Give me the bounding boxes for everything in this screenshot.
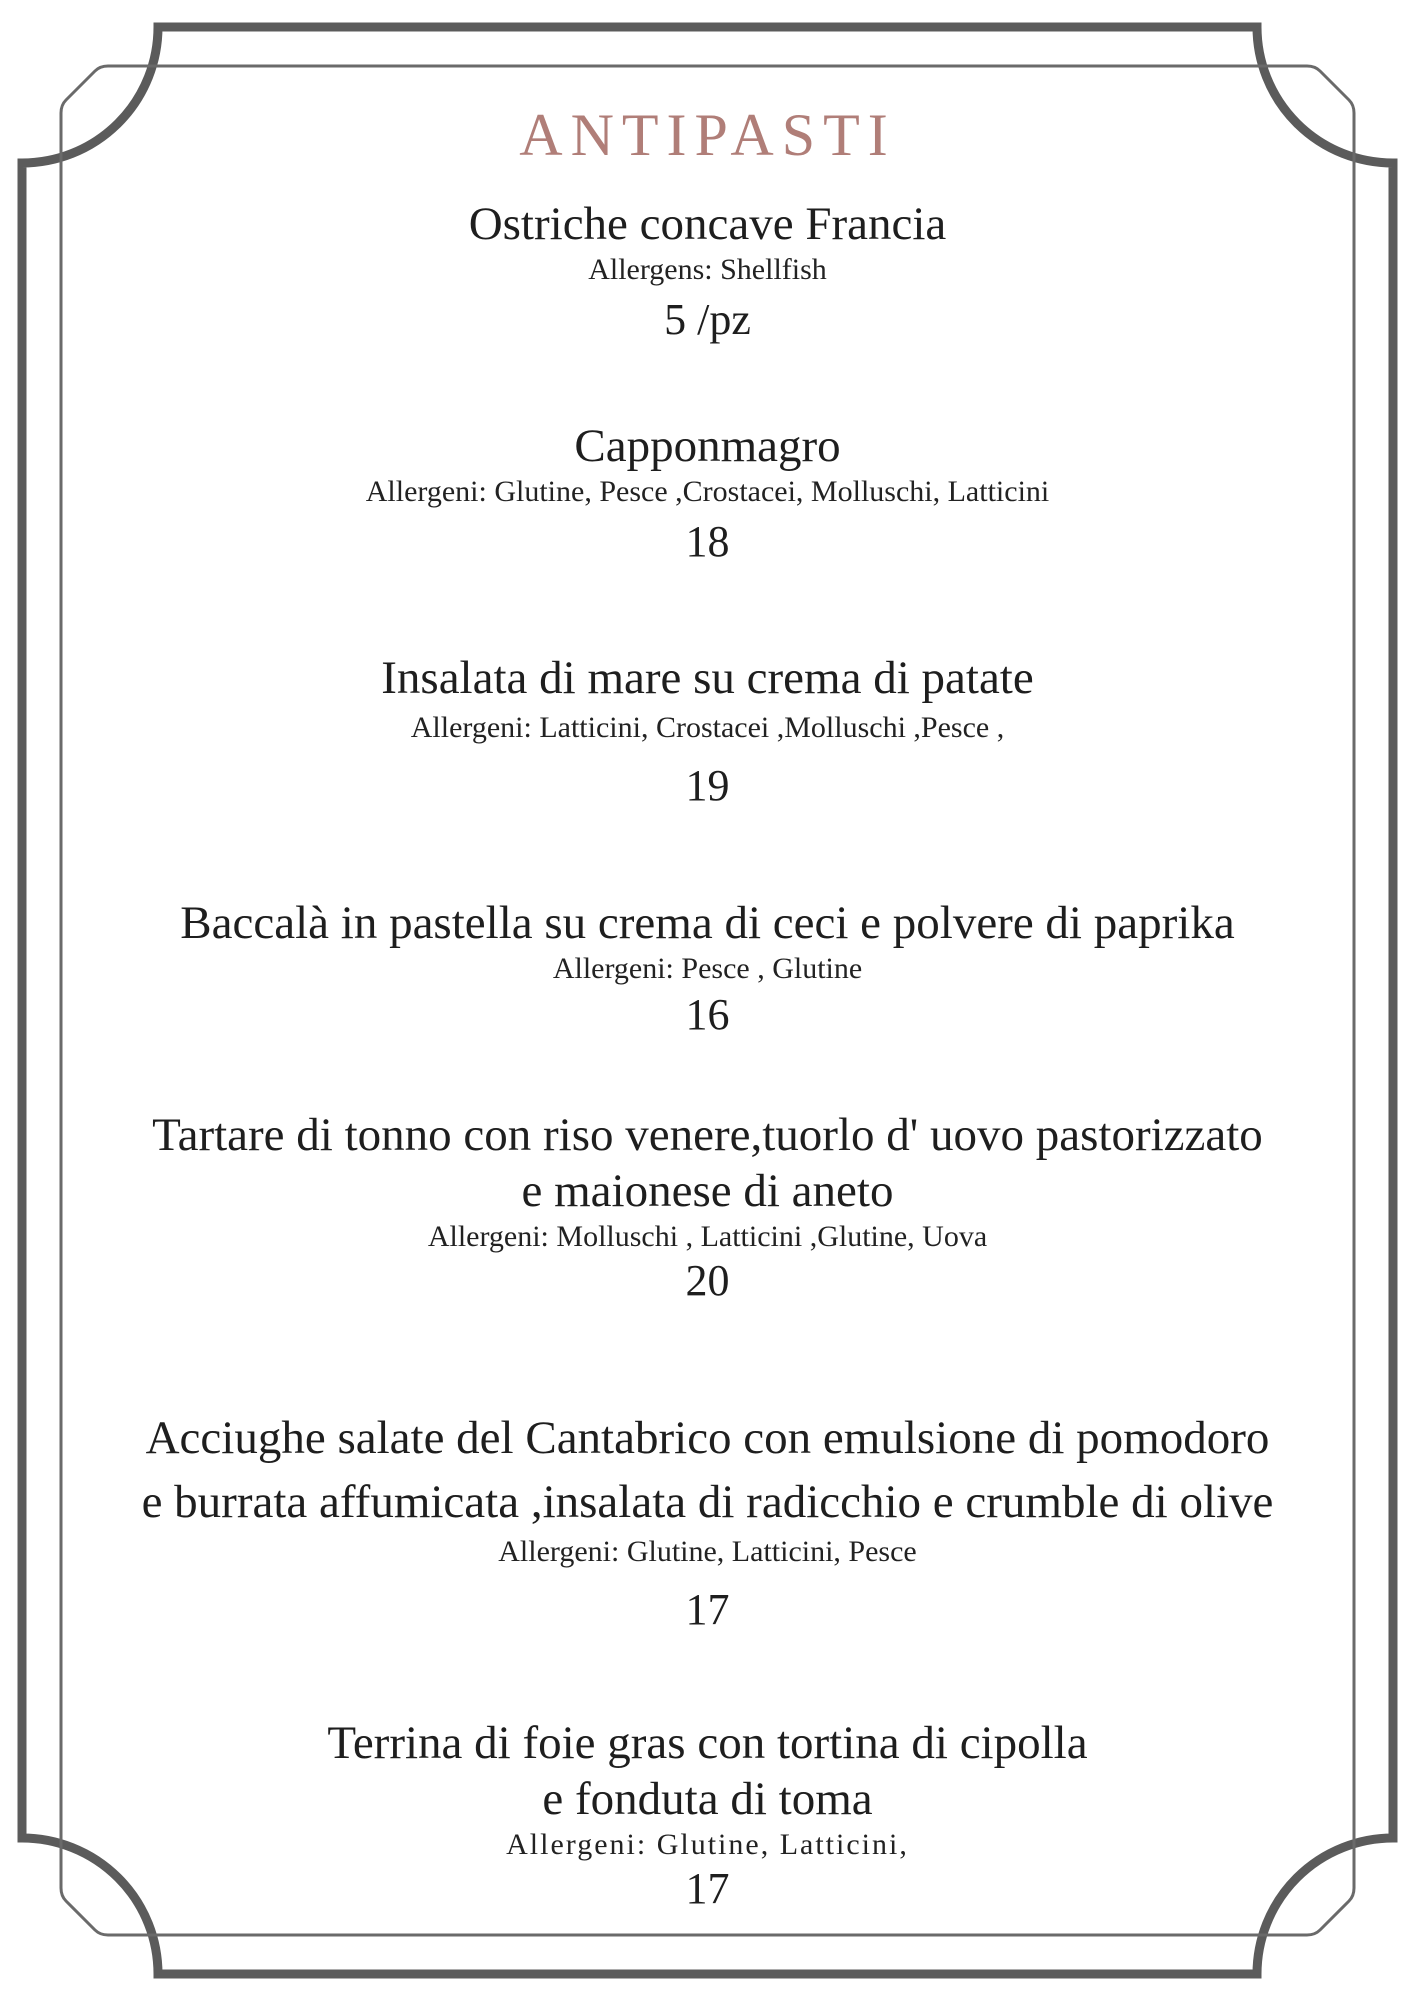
allergens-text: Allergeni: Latticini, Crostacei ,Molluschi ,Pesce , (410, 711, 1005, 744)
dish-name-line-2: e fonduta di toma (542, 1773, 873, 1825)
allergens-text: Allergeni: Glutine, Latticini, (506, 1828, 909, 1861)
allergens-text: Allergeni: Molluschi , Latticini ,Glutine, Uova (427, 1220, 988, 1253)
allergens-text: Allergeni: Glutine, Latticini, Pesce (498, 1535, 917, 1568)
allergens-text: Allergens: Shellfish (588, 253, 827, 286)
menu-item (60, 418, 1355, 568)
menu-item (60, 196, 1355, 346)
allergens-text: Allergeni: Pesce , Glutine (552, 952, 863, 985)
dish-name-line-1: Terrina di foie gras con tortina di cipolla (327, 1717, 1088, 1769)
menu-item (60, 1715, 1355, 1915)
dish-price: 19 (685, 761, 730, 810)
dish-name-line-2: e burrata affumicata ,insalata di radicchio e crumble di olive (141, 1476, 1274, 1528)
menu-item (60, 895, 1355, 1041)
dish-price: 18 (685, 517, 730, 566)
dish-name-line-1: Tartare di tonno con riso venere,tuorlo d' uovo pastorizzato (152, 1109, 1263, 1161)
dish-name: Baccalà in pastella su crema di ceci e polvere di paprika (180, 897, 1235, 949)
dish-price: 17 (685, 1585, 730, 1634)
section-title: ANTIPASTI (519, 102, 896, 168)
dish-price: 17 (685, 1864, 730, 1913)
dish-name: Ostriche concave Francia (468, 198, 947, 250)
dish-name: Capponmagro (574, 420, 841, 472)
dish-price: 20 (685, 1256, 730, 1305)
menu-item (60, 650, 1355, 812)
dish-name-line-1: Acciughe salate del Cantabrico con emulsione di pomodoro (145, 1412, 1270, 1464)
dish-price: 16 (685, 990, 730, 1039)
dish-name-line-2: e maionese di aneto (521, 1165, 894, 1217)
dish-name: Insalata di mare su crema di patate (381, 652, 1034, 704)
menu-item (60, 1107, 1355, 1307)
menu-item (60, 1406, 1355, 1636)
dish-price: 5 /pz (664, 295, 751, 344)
allergens-text: Allergeni: Glutine, Pesce ,Crostacei, Molluschi, Latticini (365, 475, 1050, 508)
